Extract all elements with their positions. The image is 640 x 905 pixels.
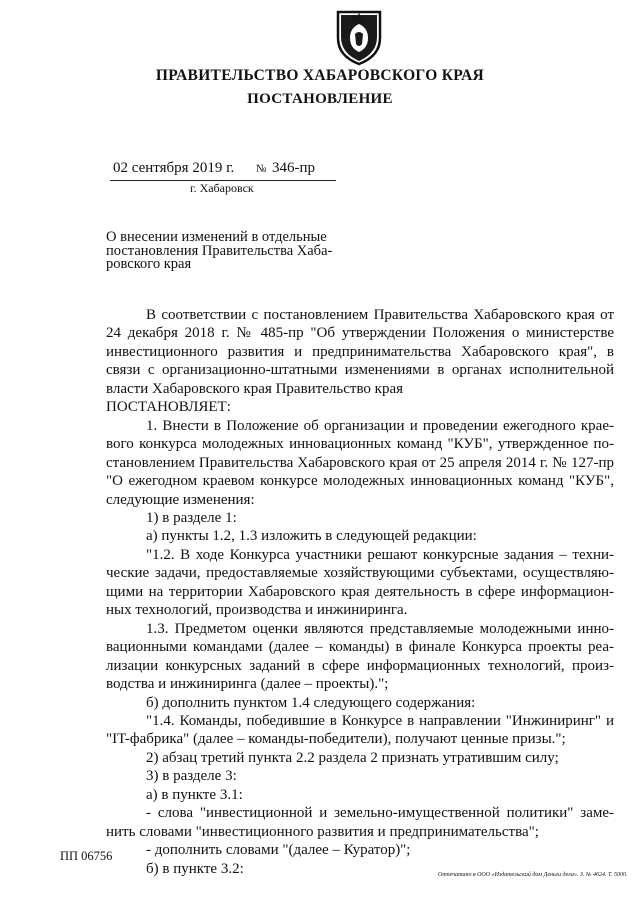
organization-title: ПРАВИТЕЛЬСТВО ХАБАРОВСКОГО КРАЯ: [155, 67, 485, 84]
body-line: 3) в разделе 3:: [146, 768, 237, 785]
body-line: 1) в разделе 1:: [146, 509, 237, 526]
body-line: 1. Внести в Положение об организации и проведении ежегодного крае-: [146, 417, 614, 434]
body-line: связи с организационно-штатными изменениями в органах исполнительной: [106, 362, 614, 379]
body-line: вационными командами (далее – команды) в финале Конкурса проекты реа-: [106, 639, 614, 656]
document-code: ПП 06756: [60, 849, 113, 863]
body-line: ческие задачи, предоставляемые хозяйствующими субъектами, осуществляю-: [106, 565, 614, 582]
document-subject: [106, 231, 352, 272]
body-line: инвестиционного развития и предпринимательства Хабаровского края", в: [106, 343, 614, 360]
body-line: власти Хабаровского края Правительство края: [106, 380, 404, 397]
body-line: лизации конкурсных заданий в сфере информационных технологий, произ-: [106, 657, 614, 674]
body-line: "IT-фабрика" (далее – команды-победители), получают ценные призы.";: [106, 731, 566, 748]
date-number-line: [110, 160, 336, 181]
subject-line: постановления Правительства Хаба-: [106, 242, 333, 259]
printer-footnote: Отпечатано в ООО «Издательский дом Деньги дела». З. № 4624. Т. 5000.: [438, 872, 628, 878]
body-line: - слова "инвестиционной и земельно-имущественной политики" заме-: [146, 805, 614, 822]
body-line: а) пункты 1.2, 1.3 изложить в следующей редакции:: [146, 528, 477, 545]
document-type: ПОСТАНОВЛЕНИЕ: [247, 91, 393, 107]
body-line: - дополнить словами "(далее – Куратор)";: [146, 842, 411, 859]
body-line: щими на территории Хабаровского края деятельность в сфере информацион-: [106, 583, 614, 600]
document-body: [106, 306, 614, 878]
body-line: б) дополнить пунктом 1.4 следующего содержания:: [146, 694, 476, 711]
document-date: 02 сентября 2019 г.: [113, 160, 235, 176]
body-line: водства и инжиниринга (далее – проекты).";: [106, 676, 389, 693]
body-line: 1.3. Предметом оценки являются представляемые молодежными инно-: [146, 620, 614, 637]
document-number: 346-пр: [272, 160, 316, 176]
resolution-heading: ПОСТАНОВЛЯЕТ:: [106, 399, 231, 416]
body-line: 24 декабря 2018 г. № 485-пр "Об утверждении Положения о министерстве: [106, 325, 614, 342]
subject-line: ровского края: [106, 256, 192, 272]
khabarovsk-coat-of-arms-icon: [328, 4, 390, 66]
body-line: ных технологий, производства и инжиниринга.: [106, 602, 408, 619]
body-line: "О ежегодном краевом конкурсе молодежных инновационных команд "КУБ",: [106, 473, 614, 490]
body-line: В соответствии с постановлением Правительства Хабаровского края от: [146, 307, 614, 323]
body-line: 2) абзац третий пункта 2.2 раздела 2 признать утратившим силу;: [146, 749, 559, 766]
body-line: а) в пункте 3.1:: [146, 786, 243, 803]
body-line: "1.4. Команды, победившие в Конкурсе в направлении "Инжиниринг" и: [146, 712, 614, 729]
body-line: нить словами "инвестиционного развития и предпринимательства";: [106, 823, 539, 840]
subject-line: О внесении изменений в отдельные: [106, 229, 327, 245]
body-line: становлением Правительства Хабаровского края от 25 апреля 2014 г. № 127-пр: [106, 454, 614, 471]
body-line: следующие изменения:: [106, 491, 255, 508]
body-line: б) в пункте 3.2:: [146, 860, 244, 877]
body-line: "1.2. В ходе Конкурса участники решают конкурсные задания – техни-: [146, 546, 614, 563]
city: г. Хабаровск: [190, 181, 254, 195]
number-sign: №: [256, 163, 267, 175]
body-line: вого конкурса молодежных инновационных команд "КУБ", утвержденное по-: [106, 436, 614, 453]
